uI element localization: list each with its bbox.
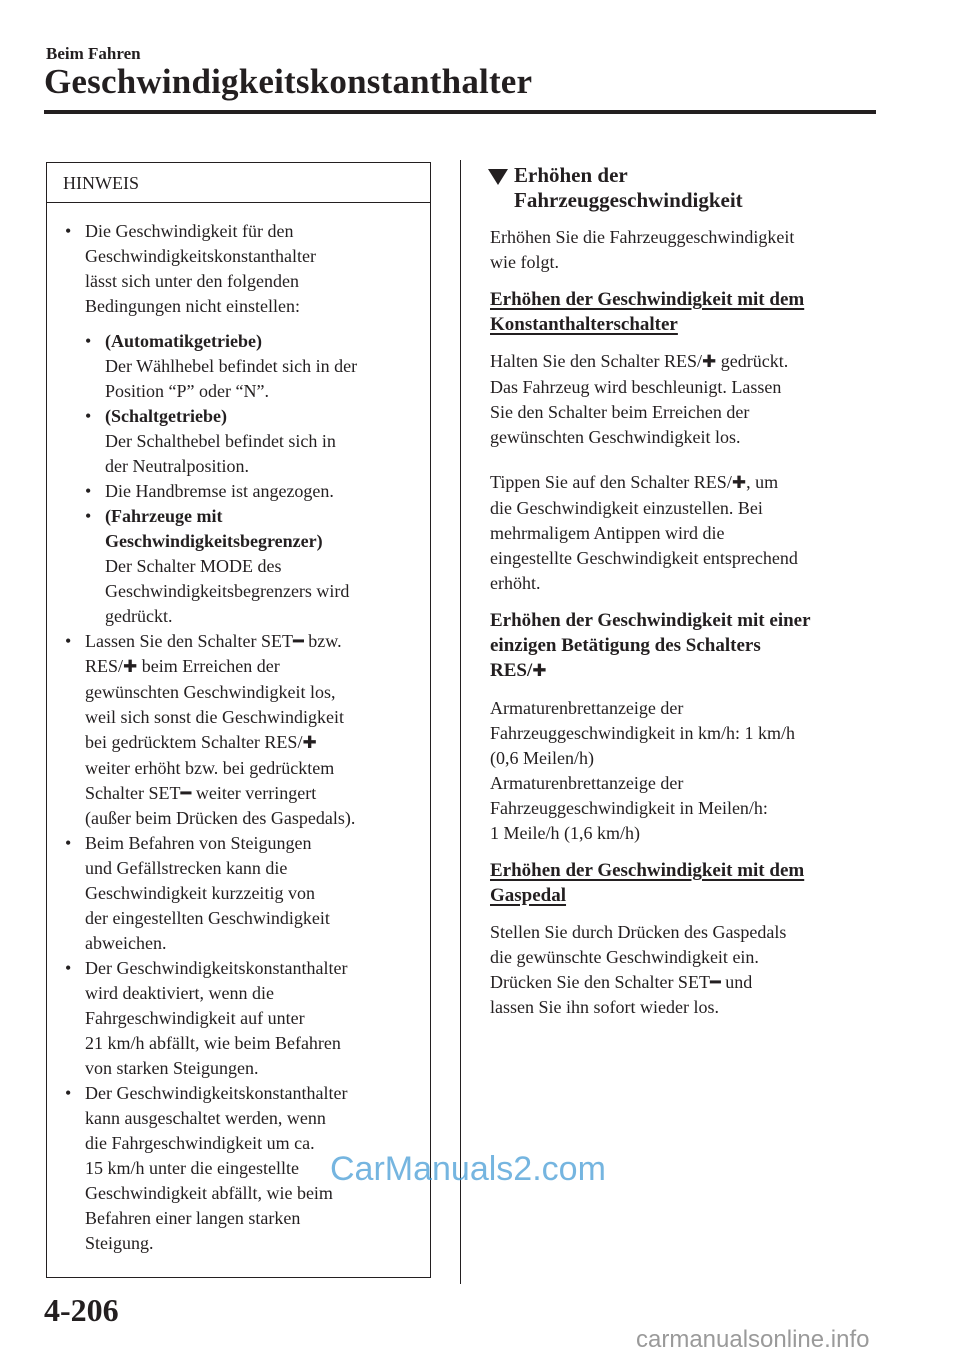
triangle-marker-icon: [488, 169, 508, 185]
section-heading: Erhöhen der Fahrzeuggeschwindigkeit: [490, 163, 880, 213]
note-body: [61, 219, 427, 1256]
minus-icon: ━: [292, 631, 304, 652]
right-column: [490, 163, 880, 1020]
bullet-icon: •: [65, 833, 72, 853]
plus-icon: ✚: [731, 473, 747, 493]
plus-icon: ✚: [532, 661, 547, 681]
title-rule: [44, 110, 876, 114]
page-number: 4-206: [44, 1292, 119, 1328]
bullet-icon: •: [65, 631, 72, 651]
note-item: • Der Geschwindigkeitskonstanthalter kann ausgeschaltet werden, wenn die Fahrgeschwindigkeit um ca. 15 km/h unter die eingestellte Geschwindigkeit abfällt, wie beim Befahren einer langen starken Steigung.: [65, 1083, 348, 1253]
intro-paragraph: Erhöhen Sie die Fahrzeuggeschwindigkeit wie folgt.: [490, 227, 795, 272]
note-item: • Lassen Sie den Schalter SET━ bzw. RES/✚ beim Erreichen der gewünschten Geschwindigkeit los, weil sich sonst die Geschwindigkeit bei gedrücktem Schalter RES/✚ weiter erhöht bzw. bei gedrücktem Schalter SET━ weiter verringert (außer beim Drücken des Gaspedals).: [65, 631, 356, 828]
subheading: Erhöhen der Geschwindigkeit mit dem Konstanthalterschalter: [490, 289, 805, 335]
note-subitem: • Die Handbremse ist angezogen.: [61, 479, 427, 504]
bullet-icon: •: [85, 331, 92, 351]
bullet-icon: •: [65, 958, 72, 978]
section-label: Beim Fahren: [46, 44, 141, 63]
paragraph: Armaturenbrettanzeige der Fahrzeuggeschwindigkeit in km/h: 1 km/h (0,6 Meilen/h) Armaturenbrettanzeige der Fahrzeuggeschwindigkeit in Meilen/h: 1 Meile/h (1,6 km/h): [490, 698, 795, 843]
bullet-icon: •: [65, 221, 72, 241]
paragraph: Tippen Sie auf den Schalter RES/✚, um die Geschwindigkeit einzustellen. Bei mehrmaligem Antippen wird die eingestellte Geschwindigkeit entsprechend erhöht.: [490, 472, 798, 593]
note-box: [46, 162, 431, 1278]
paragraph: Stellen Sie durch Drücken des Gaspedals die gewünschte Geschwindigkeit ein. Drücken Sie den Schalter SET━ und lassen Sie ihn sofort wieder los.: [490, 922, 787, 1017]
bullet-icon: •: [85, 406, 92, 426]
note-subitem: • (Schaltgetriebe) Der Schalthebel befindet sich in der Neutralposition.: [85, 406, 336, 476]
bullet-icon: •: [65, 1083, 72, 1103]
note-subitem: • (Automatikgetriebe) Der Wählhebel befindet sich in der Position “P” oder “N”.: [85, 331, 358, 401]
watermark: CarManuals2.com: [330, 1150, 606, 1188]
page-title: Geschwindigkeitskonstanthalter: [44, 62, 533, 101]
minus-icon: ━: [180, 783, 192, 804]
bullet-icon: •: [85, 481, 92, 501]
subheading: Erhöhen der Geschwindigkeit mit dem Gaspedal: [490, 860, 805, 906]
note-item: • Die Geschwindigkeit für den Geschwindigkeitskonstanthalter lässt sich unter den folgenden Bedingungen nicht einstellen:: [65, 221, 316, 316]
note-item: • Beim Befahren von Steigungen und Gefällstrecken kann die Geschwindigkeit kurzzeitig von der eingestellten Geschwindigkeit abweichen.: [65, 833, 330, 953]
note-header: [47, 163, 430, 203]
subheading: Erhöhen der Geschwindigkeit mit einer einzigen Betätigung des Schalters RES/✚: [490, 610, 811, 681]
paragraph: Halten Sie den Schalter RES/✚ gedrückt. Das Fahrzeug wird beschleunigt. Lassen Sie den Schalter beim Erreichen der gewünschten Geschwindigkeit los.: [490, 351, 789, 447]
plus-icon: ✚: [123, 657, 138, 677]
minus-icon: ━: [709, 972, 721, 993]
note-heading: HINWEIS: [63, 173, 139, 193]
plus-icon: ✚: [701, 352, 717, 372]
source-watermark: carmanualsonline.info: [636, 1326, 870, 1353]
bullet-icon: •: [85, 506, 92, 526]
note-subitem: • (Fahrzeuge mit Geschwindigkeitsbegrenzer) Der Schalter MODE des Geschwindigkeitsbegrenzers wird gedrückt.: [85, 506, 350, 626]
column-divider: [460, 160, 461, 1284]
note-item: • Der Geschwindigkeitskonstanthalter wird deaktiviert, wenn die Fahrgeschwindigkeit auf unter 21 km/h abfällt, wie beim Befahren von starken Steigungen.: [65, 958, 348, 1078]
plus-icon: ✚: [302, 733, 317, 753]
